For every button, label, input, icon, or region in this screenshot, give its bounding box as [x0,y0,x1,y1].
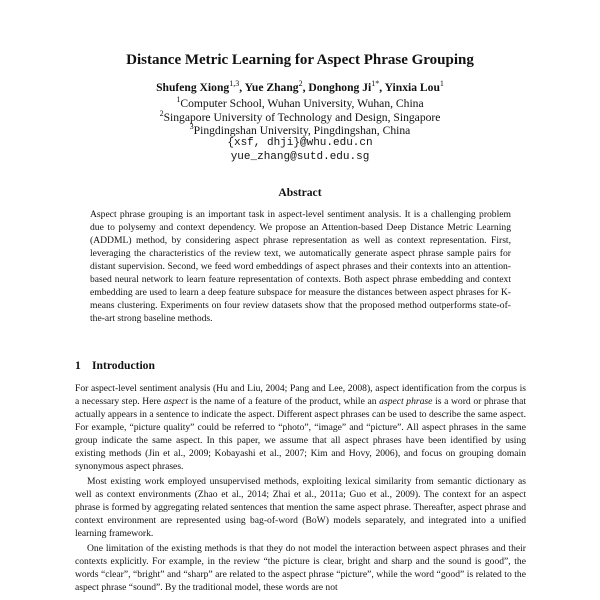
abstract-heading: Abstract [278,186,322,199]
author-name: Donghong Ji [308,80,372,94]
emphasis-aspect-phrase: aspect phrase [379,396,433,407]
email-address: {xsf, dhji}@whu.edu.cn [227,137,373,149]
affiliation [0,95,600,110]
author-separator: , [239,80,245,94]
paragraph-text: is the name of a feature of the product, while an [188,396,380,407]
section-title: Introduction [92,359,155,372]
affiliation-mark: 3 [189,122,194,131]
paragraph-text: For aspect-level sentiment analysis (Hu and Liu, 2004; Pang and Lee, 2008), aspect identification from the corpus is a necessary step. Here [75,383,526,407]
author-name: Shufeng Xiong [156,80,230,94]
affiliation [0,122,600,137]
author-affiliation-mark: 1 [439,79,444,88]
emphasis-aspect: aspect [163,396,189,407]
affiliation-text: Computer School, Wuhan University, Wuhan, China [180,96,424,110]
author-name: Yinxia Lou [384,80,440,94]
email-address: yue_zhang@sutd.edu.sg [230,151,370,163]
author-separator: , [302,80,309,94]
author-affiliation-mark: 1* [371,79,380,88]
author-affiliation-mark: 2 [298,79,303,88]
paper-title: Distance Metric Learning for Aspect Phrase Grouping [126,52,474,68]
paragraph-text: is a word or phrase that actually appears in a sentence to indicate the aspect. Different aspect phrases can be used to describe the same aspect. For example, “picture quality” could be referred to “photo”, “image” and “picture”. All aspect phrases in the same group indicate the same aspect. In this paper, we assume that all aspect phrases have been identified by using existing methods (Jin et al., 2009; Kobayashi et al., 2007; Kim and Hovy, 2006), and focus on grouping domain synonymous aspect phrases. [75,396,526,472]
author-name: Yue Zhang [244,80,299,94]
abstract-text: Aspect phrase grouping is an important task in aspect-level sentiment analysis. It is a challenging problem due to polysemy and context dependency. We propose an Attention-based Deep Distance Metric Learning (ADDML) method, by considering aspect phrase representation as well as context representation. First, leveraging the characteristics of the review text, we automatically generate aspect phrase sample pairs for distant supervision. Second, we feed word embeddings of aspect phrases and their contexts into an attention-based neural network to learn feature representation of contexts. Both aspect phrase embedding and context embedding are used to learn a deep feature subspace for measure the distances between aspect phrases for K-means clustering. Experiments on four review datasets show that the proposed method outperforms state-of-the-art strong baseline methods. [90,209,511,324]
body-text [75,382,526,594]
affiliation-mark: 1 [176,95,181,104]
paragraph [75,382,526,473]
affiliation-text: Singapore University of Technology and Design, Singapore [163,110,441,124]
author-affiliation-mark: 1,3 [229,79,240,88]
affiliation-mark: 2 [159,109,164,118]
author-line [0,79,600,94]
affiliation-text: Pingdingshan University, Pingdingshan, China [193,123,411,137]
section-number: 1 [75,359,81,372]
paragraph: One limitation of the existing methods is that they do not model the interaction between aspect phrases and their contexts explicitly. For example, in the review “the picture is clear, bright and sharp and the sound is good”, the words “clear”, “bright” and “sharp” are related to the aspect phrase “picture”, while the word “good” is related to the aspect phrase “sound”. By the traditional model, these words are not [75,543,526,593]
author-separator: , [379,80,385,94]
paragraph: Most existing work employed unsupervised methods, exploiting lexical similarity from semantic dictionary as well as context environments (Zhao et al., 2014; Zhai et al., 2011a; Guo et al., 2009). The context for an aspect phrase is formed by aggregating related sentences that mention the same aspect phrase. Thereafter, aspect phrase and context environment are represented using bag-of-word (BoW) models separately, and integrated into a unified learning framework. [75,476,526,539]
section-heading [75,359,155,372]
